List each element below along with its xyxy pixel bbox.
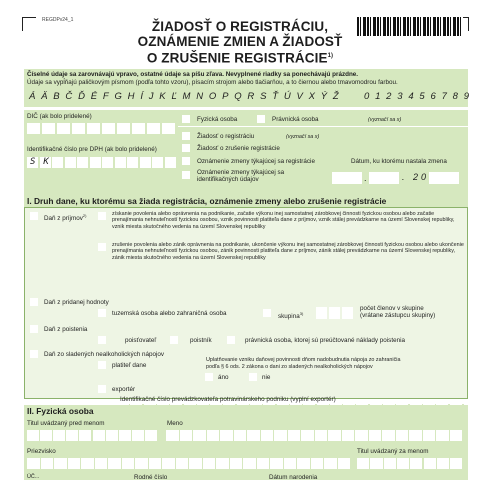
input-cell[interactable] — [450, 458, 462, 469]
input-cell[interactable] — [315, 430, 328, 441]
exporter-label: exportér — [112, 386, 136, 393]
dph-label: Identifikačné číslo pre DPH (ak bolo pridelené) — [27, 146, 157, 153]
platitel-label: platiteľ dane — [112, 362, 147, 369]
input-cell[interactable] — [274, 430, 287, 441]
input-cell[interactable] — [342, 307, 353, 319]
skupina-text: skupina — [278, 313, 300, 321]
input-cell[interactable] — [329, 307, 340, 319]
checkbox-prijmy-a[interactable] — [98, 212, 106, 220]
checkbox-pravnicka-osoba[interactable] — [257, 115, 265, 123]
ano-label: áno — [218, 374, 229, 381]
input-cell[interactable] — [162, 458, 175, 469]
input-cell[interactable] — [338, 458, 351, 469]
input-cell[interactable] — [301, 430, 314, 441]
dph-tax-label: Daň z pridanej hodnoty — [44, 299, 109, 306]
titul-za-label: Titul uvádzaný za menom — [357, 448, 429, 455]
input-cell[interactable] — [369, 430, 382, 441]
input-cell[interactable] — [355, 430, 368, 441]
input-cell[interactable] — [53, 430, 65, 441]
input-cell[interactable] — [115, 157, 126, 168]
sladene-label: Daň zo sladených nealkoholických nápojov — [44, 351, 165, 358]
input-cell[interactable] — [382, 430, 395, 441]
input-cell[interactable] — [261, 430, 274, 441]
checkbox-zmeny-udaje[interactable] — [182, 171, 190, 179]
input-cell[interactable] — [40, 430, 52, 441]
form-title-line3 — [0, 49, 480, 66]
header-fields-box — [24, 110, 468, 195]
checkbox-dan-z-prijmov[interactable] — [30, 212, 38, 220]
input-cell[interactable] — [27, 430, 39, 441]
input-cell[interactable] — [247, 430, 260, 441]
input-cell[interactable] — [106, 430, 118, 441]
input-cell[interactable] — [95, 458, 108, 469]
checkbox-nie[interactable] — [249, 373, 257, 381]
form-title-footnote: 1) — [327, 53, 334, 59]
sample-digits: 0123456789 — [364, 91, 475, 102]
registracia-label: Žiadosť o registráciu — [197, 133, 255, 140]
input-cell[interactable] — [87, 123, 100, 134]
datum-narodenia-label: Dátum narodenia — [269, 474, 318, 480]
input-cell[interactable] — [132, 123, 145, 134]
input-cell[interactable] — [117, 123, 130, 134]
input-cell[interactable] — [257, 458, 270, 469]
input-cell[interactable] — [324, 458, 337, 469]
input-cell[interactable] — [81, 458, 94, 469]
zrusenie-label: Žiadosť o zrušenie registrácie — [197, 145, 280, 152]
pravnicka-osoba-label: Právnická osoba — [272, 116, 319, 123]
input-cell[interactable] — [396, 430, 409, 441]
input-cell[interactable] — [90, 157, 101, 168]
dan-z-prijmov-text: Daň z príjmov — [44, 215, 83, 223]
input-cell[interactable] — [93, 430, 105, 441]
input-cell[interactable] — [149, 458, 162, 469]
prijmy-a-text: získanie povolenia alebo oprávnenia na podnikanie, začatie výkonu inej samostatnej zárobkovej činnosti fyzickou osobou alebo začatie prenajímania nehnuteľností fyzickou osobou, vznik povinnosti platiteľa dane z príjmov, vznik stálej prevádzkarne na území Slovenskej republiky, vznik miesta skutočného vedenia na území Slovenskej republiky — [112, 211, 455, 230]
input-cell[interactable] — [234, 430, 247, 441]
input-cell[interactable] — [162, 123, 175, 134]
checkbox-pravnicka-poistenie[interactable] — [227, 336, 235, 344]
titul-za-input[interactable] — [357, 458, 464, 469]
input-cell[interactable] — [450, 430, 463, 441]
input-cell[interactable] — [27, 123, 40, 134]
zmeny-udaje-label-2: identifikačných údajov — [197, 176, 259, 183]
form-title-line2: OZNÁMENIE ZMIEN A ŽIADOSŤ — [137, 34, 343, 49]
form-title-text: O ZRUŠENIE REGISTRÁCIE — [146, 50, 328, 66]
pocet-clenov-label-2: (vrátane zástupcu skupiny) — [360, 312, 436, 319]
input-cell[interactable] — [437, 458, 449, 469]
dph-prefix: SK — [30, 157, 57, 167]
input-cell[interactable] — [102, 157, 113, 168]
instructions-box — [24, 69, 475, 107]
input-cell[interactable] — [342, 430, 355, 441]
input-cell[interactable] — [41, 458, 54, 469]
form-code: REGDPv24_1 — [42, 17, 74, 23]
checkbox-skupina[interactable] — [263, 309, 271, 317]
input-cell[interactable] — [297, 458, 310, 469]
input-cell[interactable] — [284, 458, 297, 469]
input-cell[interactable] — [216, 458, 229, 469]
checkbox-exporter[interactable] — [98, 385, 106, 393]
input-cell[interactable] — [207, 430, 220, 441]
input-cell[interactable] — [79, 430, 91, 441]
input-cell[interactable] — [102, 123, 115, 134]
poistenie-label: Daň z poistenia — [44, 326, 88, 333]
titul-pred-input[interactable] — [27, 430, 157, 441]
input-cell[interactable] — [145, 430, 157, 441]
input-cell[interactable] — [68, 458, 81, 469]
input-cell[interactable] — [135, 458, 148, 469]
input-cell[interactable] — [57, 123, 70, 134]
titul-pred-label: Titul uvádzaný pred menom — [27, 420, 105, 427]
divider — [178, 126, 468, 127]
input-cell[interactable] — [357, 458, 369, 469]
checkbox-registracia[interactable] — [182, 132, 190, 140]
section-2-body — [24, 417, 468, 480]
input-cell[interactable] — [147, 123, 160, 134]
checkbox-sladene[interactable] — [30, 350, 38, 358]
checkbox-poistnik[interactable] — [170, 336, 178, 344]
uplatnovanie-line1: Uplatňovanie vzniku daňovej povinnosti dňom nadobudnutia nápoja zo zahraničia — [206, 357, 401, 363]
date-label: Dátum, ku ktorému nastala zmena — [351, 158, 447, 165]
input-cell[interactable] — [397, 458, 409, 469]
input-cell[interactable] — [72, 123, 85, 134]
checkbox-poistenie[interactable] — [30, 325, 38, 333]
section-2-cut-label: ÚČ... — [27, 474, 40, 480]
nie-label: nie — [262, 374, 271, 381]
checkbox-zrusenie[interactable] — [182, 144, 190, 152]
input-cell[interactable] — [220, 430, 233, 441]
dic-label: DIČ (ak bolo pridelené) — [27, 113, 92, 120]
prijmy-b-text: zrušenie povolenia alebo zánik oprávnenia na podnikanie, ukončenie výkonu inej samostatnej zárobkovej činnosti fyzickou osobou alebo ukončenie prenajímania nehnuteľností fyzickou osobou, zánik povinnosti platiteľa dane z príjmov, zánik stálej prevádzkarne na území Slovenskej republiky, zánik miesta skutočného vedenia na území Slovenskej republiky — [112, 242, 464, 261]
checkbox-platitel[interactable] — [98, 361, 106, 369]
date-year-prefix: . 20 — [402, 172, 430, 182]
fyzicka-osoba-label: Fyzická osoba — [197, 116, 238, 123]
input-cell[interactable] — [288, 430, 301, 441]
checkbox-ano[interactable] — [205, 373, 213, 381]
zmeny-udaje-label-1: Oznámenie zmeny týkajúcej sa — [197, 169, 285, 176]
checkbox-poistovatel[interactable] — [98, 336, 106, 344]
sample-letters: ÁÄBČĎÉFGHÍJKĽMNOPQRSŤÚVXÝŽ — [29, 91, 345, 102]
zmeny-dan-label: Oznámenie zmeny týkajúcej sa registrácie — [197, 158, 315, 165]
checkbox-fyzicka-osoba[interactable] — [182, 115, 190, 123]
input-cell[interactable] — [54, 458, 67, 469]
input-cell[interactable] — [166, 430, 179, 441]
skupina-sup: 3) — [299, 311, 304, 316]
pocet-clenov-label-1: počet členov v skupine — [360, 305, 424, 312]
poistovatel-label: poisťovateľ — [125, 337, 157, 344]
input-cell[interactable] — [243, 458, 256, 469]
input-cell[interactable] — [132, 430, 144, 441]
priezvisko-label: Priezvisko — [27, 448, 56, 455]
instructions-line2: Údaje sa vypĺňajú paličkovým písmom (podľa tohto vzoru), písacím strojom alebo tlačiarňou, a to čiernou alebo tmavomodrou farbou. — [27, 79, 398, 86]
tuzemska-label: tuzemská osoba alebo zahraničná osoba — [112, 310, 227, 317]
input-cell[interactable] — [384, 458, 396, 469]
meno-input[interactable] — [166, 430, 464, 441]
dan-z-prijmov-sup: 2) — [82, 213, 87, 218]
checkbox-prijmy-b[interactable] — [98, 243, 106, 251]
date-year-field[interactable] — [429, 172, 459, 184]
meno-label: Meno — [167, 420, 183, 427]
registracia-note: (vyznačí sa x) — [286, 134, 320, 140]
input-cell[interactable] — [230, 458, 243, 469]
input-cell[interactable] — [423, 430, 436, 441]
input-cell[interactable] — [140, 157, 151, 168]
uplatnovanie-line2: podľa § 6 ods. 2 zákona o dani zo sladených nealkoholických nápojov — [206, 364, 373, 370]
input-cell[interactable] — [122, 458, 135, 469]
input-cell[interactable] — [189, 458, 202, 469]
person-type-note: (vyznačí sa x) — [368, 117, 402, 123]
checkbox-tuzemska[interactable] — [98, 309, 106, 317]
date-separator: . — [364, 173, 367, 183]
date-month-field[interactable] — [369, 172, 399, 184]
dan-z-prijmov-label — [44, 212, 86, 223]
input-cell[interactable] — [176, 458, 189, 469]
pocet-clenov-input[interactable] — [316, 307, 354, 319]
poistnik-label: poistník — [190, 337, 212, 344]
input-cell[interactable] — [436, 430, 449, 441]
checkbox-zmeny-dan[interactable] — [182, 157, 190, 165]
input-cell[interactable] — [77, 157, 88, 168]
input-cell[interactable] — [42, 123, 55, 134]
input-cell[interactable] — [65, 157, 76, 168]
input-cell[interactable] — [165, 157, 176, 168]
input-cell[interactable] — [424, 458, 436, 469]
section-1-heading: I. Druh dane, ku ktorému sa žiada registrácia, oznámenie zmeny alebo zrušenie registrácie — [24, 195, 468, 207]
checkbox-dph[interactable] — [30, 298, 38, 306]
input-cell[interactable] — [203, 458, 216, 469]
instructions-line1: Číselné údaje sa zarovnávajú vpravo, ostatné údaje sa píšu zľava. Nevyplnené riadky sa ponechávajú prázdne. — [27, 71, 359, 78]
input-cell[interactable] — [410, 458, 422, 469]
id-prevadzkovatela-label: Identifikačné číslo prevádzkovateľa potravinárskeho podniku (vyplní exportér) — [120, 396, 336, 403]
pravnicka-poistenie-label: právnická osoba, ktorej sú preúčtované náklady poistenia — [245, 337, 405, 344]
priezvisko-input[interactable] — [27, 458, 352, 469]
input-cell[interactable] — [152, 157, 163, 168]
dic-input[interactable] — [27, 123, 177, 134]
date-day-field[interactable] — [332, 172, 362, 184]
input-cell[interactable] — [316, 307, 327, 319]
input-cell[interactable] — [127, 157, 138, 168]
input-cell[interactable] — [119, 430, 131, 441]
skupina-label — [278, 310, 303, 321]
section-2-heading: II. Fyzická osoba — [24, 405, 468, 417]
input-cell[interactable] — [66, 430, 78, 441]
input-cell[interactable] — [180, 430, 193, 441]
input-cell[interactable] — [311, 458, 324, 469]
input-cell[interactable] — [409, 430, 422, 441]
input-cell[interactable] — [370, 458, 382, 469]
rodne-cislo-label: Rodné číslo — [134, 474, 168, 480]
input-cell[interactable] — [27, 458, 40, 469]
form-title-line1: ŽIADOSŤ O REGISTRÁCIU, — [151, 19, 329, 34]
input-cell[interactable] — [328, 430, 341, 441]
input-cell[interactable] — [108, 458, 121, 469]
input-cell[interactable] — [270, 458, 283, 469]
input-cell[interactable] — [193, 430, 206, 441]
